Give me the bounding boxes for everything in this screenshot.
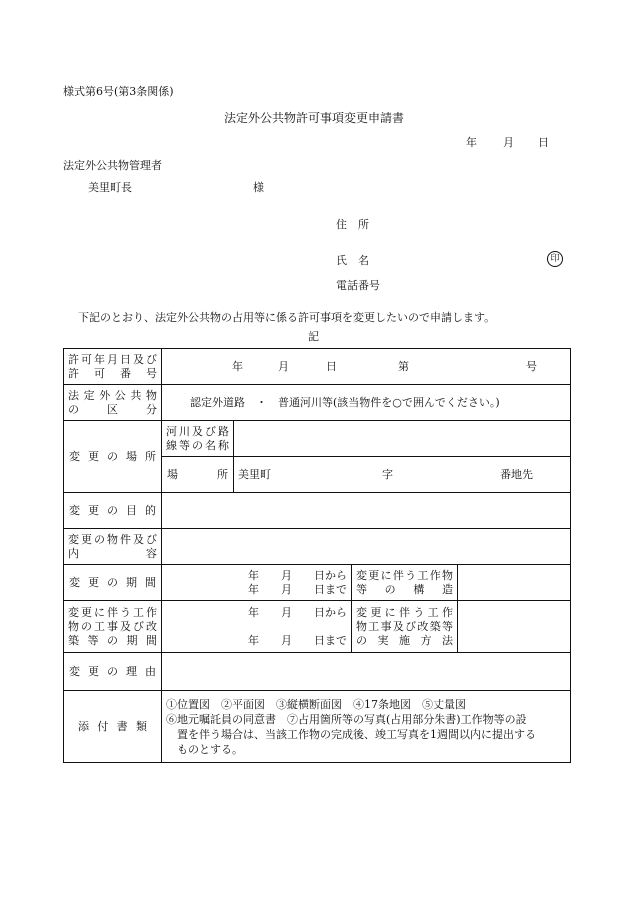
row-construction-period: [64, 601, 571, 653]
applicant-phone-label: 電話番号: [336, 279, 380, 292]
date-day[interactable]: 日: [538, 136, 549, 149]
permit-date-cell[interactable]: 年 月 日 第 号: [162, 349, 571, 385]
seal-mark: 印: [547, 251, 563, 267]
row-reason: [64, 653, 571, 691]
place-cell[interactable]: 美里町 字 番地先: [234, 457, 571, 493]
addressee-mayor: 美里町長: [88, 181, 132, 194]
label-route-name: 河川及び路 線等の名称: [162, 421, 234, 457]
row-attachments: [64, 691, 571, 763]
reason-cell[interactable]: [162, 653, 571, 691]
attachments-line-2: ⑥地元嘱託員の同意書 ⑦占用箇所等の写真(占用部分朱書)工作物等の設: [166, 712, 527, 726]
label-purpose: 変更の目的: [64, 493, 162, 529]
row-classification: [64, 385, 571, 421]
label-period: 変更の期間: [64, 565, 162, 601]
row-purpose: [64, 493, 571, 529]
object-cell[interactable]: [162, 529, 571, 565]
application-table: [63, 348, 571, 763]
applicant-address-label: 住 所: [336, 218, 369, 231]
document-title: 法定外公共物許可事項変更申請書: [224, 111, 405, 125]
label-structure: 変更に伴う工作物 等 の 構 造: [352, 565, 458, 601]
attachments-line-1: ①位置図 ②平面図 ③縦横断面図 ④17条地図 ⑤丈量図: [166, 697, 466, 711]
structure-cell[interactable]: [458, 565, 571, 601]
row-period: [64, 565, 571, 601]
label-object: 変更の物件及び 内 容: [64, 529, 162, 565]
label-reason: 変更の理由: [64, 653, 162, 691]
row-object: [64, 529, 571, 565]
label-location: 変更の場所: [64, 421, 162, 493]
label-place: 場 所: [162, 457, 234, 493]
row-location-name: [64, 421, 571, 457]
intro-text: 下記のとおり、法定外公共物の占用等に係る許可事項を変更したいので申請します。: [78, 311, 496, 324]
route-name-cell[interactable]: [234, 421, 571, 457]
date-month[interactable]: 月: [503, 136, 514, 149]
label-permit-date: 許可年月日及び 許 可 番 号: [64, 349, 162, 385]
attachments-line-4: ものとする。: [177, 742, 243, 756]
label-construction-method: 変更に伴う工作 物工事及び改築等 の実施方法: [352, 601, 458, 653]
date-year[interactable]: 年: [466, 136, 477, 149]
construction-period-cell[interactable]: 年 月 日から 年 月 日まで: [162, 601, 352, 653]
ki-heading: 記: [308, 330, 319, 343]
addressee-manager: 法定外公共物管理者: [63, 159, 162, 172]
addressee-honorific: 様: [253, 181, 264, 194]
label-attachments: 添付書類: [64, 691, 162, 763]
classification-value[interactable]: 認定外道路 ・ 普通河川等(該当物件を○で囲んでください。): [162, 385, 571, 421]
form-number: 様式第6号(第3条関係): [63, 85, 174, 98]
purpose-cell[interactable]: [162, 493, 571, 529]
label-classification: 法定外公共物 の 区 分: [64, 385, 162, 421]
period-cell[interactable]: 年 月 日から 年 月 日まで: [162, 565, 352, 601]
construction-method-cell[interactable]: [458, 601, 571, 653]
row-permit-date: [64, 349, 571, 385]
applicant-name-label: 氏 名: [336, 254, 369, 267]
attachments-cell: [162, 691, 571, 763]
label-construction-period: 変更に伴う工作 物の工事及び改 築等の期間: [64, 601, 162, 653]
attachments-line-3: 置を伴う場合は、当該工作物の完成後、竣工写真を1週間以内に提出する: [177, 727, 536, 741]
